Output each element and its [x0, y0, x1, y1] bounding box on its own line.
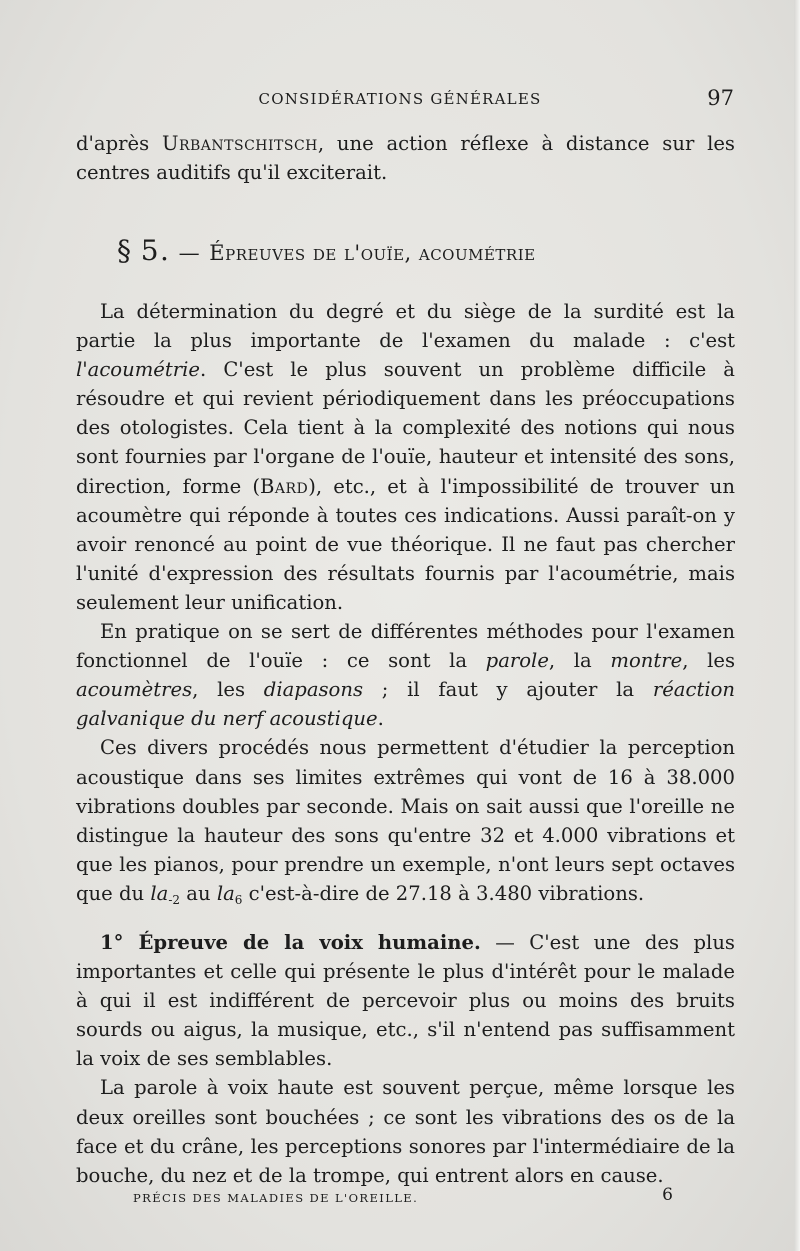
paragraph-acoumetry: La détermination du degré et du siège de la surdité est la partie la plus importante de l'examen du malade : c'est l'acoumétrie. C'est le plus souvent un problème difficile à résoudre et qui revient périodiquement dans les préoccupations des otologistes. Cela tient à la complexité des notions qui nous sont fournies par l'organe de l'ouïe, hauteur et intensité des sons, direction, forme (Bard), etc., et à l'impossibilité de trouver un acoumètre qui réponde à toutes ces indications. Aussi paraît-on y avoir renoncé au point de vue théorique. Il ne faut pas chercher l'unité d'expression des résultats fournis par l'acoumétrie, mais seulement leur unification.: [76, 300, 735, 614]
subsection-voice: [76, 928, 735, 1190]
note-subscript: -2: [168, 892, 181, 907]
method-term: diapasons: [263, 678, 364, 702]
signature-mark: 6: [662, 1185, 673, 1205]
paragraph-limits: Ces divers procédés nous permettent d'étudier la perception acoustique dans ses limites extrêmes qui vont de 16 à 38.000 vibrations doubles par seconde. Mais on sait aussi que l'oreille ne distingue la hauteur des sons qu'entre 32 et 4.000 vibrations et que les pianos, pour prendre un exemple, n'ont leurs sept octaves que du $la_{-2}$ au $la_6$ c'est-à-dire de 27.18 à 3.480 vibrations.: [76, 736, 735, 907]
page-number: 97: [707, 86, 734, 110]
section-number: 5.: [140, 234, 171, 267]
running-head: [60, 86, 740, 116]
page-footer: [133, 1185, 673, 1209]
paragraph-loud-speech: La parole à voix haute est souvent perçue, même lorsque les deux oreilles sont bouchées ; ce sont les vibrations des os de la face et du crâne, les perceptions sonores par l'intermédiaire de la bouche, du nez et de la trompe, qui entrent alors en cause.: [76, 1076, 735, 1187]
subsection-heading: 1° Épreuve de la voix humaine.: [100, 931, 481, 954]
section-dash: —: [178, 241, 202, 265]
section-symbol: §: [117, 234, 133, 267]
running-title: CONSIDÉRATIONS GÉNÉRALES: [258, 90, 542, 108]
method-term: montre: [610, 649, 683, 673]
author-name: Bard: [259, 474, 309, 498]
paragraph-text: d'après Urbantschitsch, une action réflexe à distance sur les centres auditifs qu'il exciterait.: [76, 132, 735, 185]
body-text: [76, 297, 735, 915]
section-heading: [117, 234, 717, 267]
paragraph-voice-test: 1° Épreuve de la voix humaine. — C'est une des plus importantes et celle qui présente le plus d'intérêt pour le malade à qui il est indifférent de percevoir plus ou moins des bruits sourds ou aigus, la musique, etc., s'il n'entend pas suffisamment la voix de ses semblables.: [76, 931, 735, 1071]
method-term: réaction galvanique du nerf acoustique: [76, 678, 736, 731]
method-term: parole: [485, 649, 549, 673]
author-name: Urbantschitsch: [161, 132, 318, 155]
paragraph-methods: En pratique on se sert de différentes méthodes pour l'examen fonctionnel de l'ouïe : ce sont la parole, la montre, les acoumètres, les diapasons ; il faut y ajouter la réaction galvanique du nerf acoustique.: [76, 620, 736, 731]
emphasis-term: l'acoumétrie: [76, 358, 201, 382]
continued-paragraph: [76, 129, 735, 187]
note-subscript: 6: [234, 892, 243, 907]
section-title: Épreuves de l'ouïe, acoumétrie: [209, 241, 536, 265]
footer-book-title: PRÉCIS DES MALADIES DE L'OREILLE.: [133, 1191, 419, 1205]
page-edge: [794, 0, 800, 1251]
note-name: la: [216, 881, 235, 905]
note-name: la: [150, 881, 169, 905]
method-term: acoumètres: [76, 678, 193, 702]
